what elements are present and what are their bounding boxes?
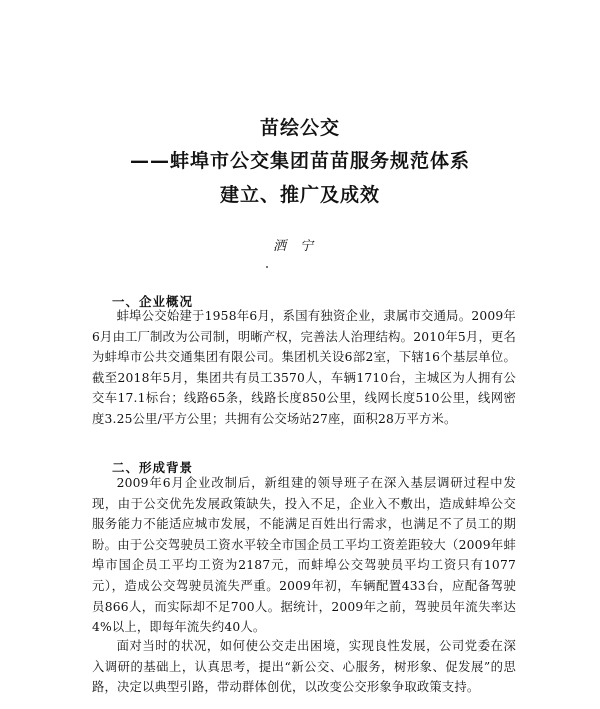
article-subtitle-line2: 建立、推广及成效 <box>219 184 380 206</box>
article-subtitle-line1: ——蚌埠市公交集团苗苗服务规范体系 <box>129 150 470 172</box>
scan-speck <box>266 266 268 268</box>
section-paragraph-background-2: 面对当时的状况，如何使公交走出困境，实现良性发展，公司党委在深入调研的基础上，认真思考，提出“新公交、心服务，树形象、促发展”的思路，决定以典型引路，带动群体创优，以改变公交形象争取政策支持。 <box>92 639 516 695</box>
section-paragraph-background: 2009年6月企业改制后，新组建的领导班子在深入基层调研过程中发现，由于公交优先发展政策缺失，投入不足，企业入不敷出，造成蚌埠公交服务能力不能适应城市发展，不能满足百姓出行需求，也满足不了员工的期盼。由于公交驾驶员工资水平较全市国企员工平均工资差距较大（2009年蚌埠市国企员工平均工资为2187元，而蚌埠公交驾驶员平均工资只有1077元），造成公交驾驶员流失严重。2009年初，车辆配置433台，应配备驾驶员866人，而实际却不足700人。据统计，2009年之前，驾驶员年流失率达4%以上，即每年流失约40人。 <box>92 476 516 635</box>
section-paragraph-overview: 蚌埠公交始建于1958年6月，系国有独资企业，隶属市交通局。2009年6月由工厂制改为公司制，明晰产权，完善法人治理结构。2010年5月，更名为蚌埠市公共交通集团有限公司。集团机关设6部2室，下辖16个基层单位。截至2018年5月，集团共有员工3570人，车辆1710台，主城区为人拥有公交车17.1标台；线路65条，线路长度850公里，线网长度510公里，线网密度3.25公里/平方公里；共拥有公交场站27座，面积28万平方米。 <box>92 309 516 426</box>
article-title: 苗绘公交 <box>259 117 340 139</box>
section-heading-background: 二、形成背景 <box>112 460 194 475</box>
author-name: 洒宁 <box>272 239 327 254</box>
section-heading-overview: 一、企业概况 <box>112 294 194 309</box>
